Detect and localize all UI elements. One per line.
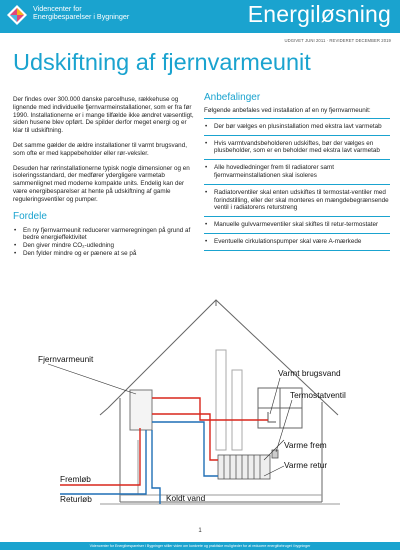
org-line-2: Energibesparelser i Bygninger bbox=[33, 12, 130, 22]
list-item: • Radiatorventiler skal enten udskiftes til termostat-ventiler med forindstilling, eller der skal monteres en mængdebegrænsende ventil i radiatorens returstreng bbox=[204, 185, 390, 217]
list-item: • Den fylder mindre og er pænere at se på bbox=[13, 250, 195, 258]
list-item: • Manuelle gulvvarmeventiler skal skiftes til retur-termostater bbox=[204, 217, 390, 234]
organization-name bbox=[33, 5, 129, 22]
header-bar bbox=[0, 0, 400, 33]
publication-dates: UDGIVET JUNI 2011 · REVIDERET DECEMBER 2019 bbox=[284, 38, 391, 43]
radiator-icon bbox=[218, 455, 270, 479]
logo-icon bbox=[6, 4, 28, 26]
list-item: • Den giver mindre CO₂-udledning bbox=[13, 242, 195, 250]
list-item: • En ny fjernvarmeunit reducerer varmeregningen på grund af bedre energieffektivitet bbox=[13, 227, 195, 243]
label-returloeb: Returløb bbox=[60, 494, 92, 504]
footer-bar: Videncenter for Energibesparelser i Bygninger stiller viden om konkrete og praktiske muligheder for at reducere energiforbruget i bygninger bbox=[0, 542, 400, 550]
paragraph-pipes: Desuden har rørinstallationerne typisk nogle dimensioner og en isoleringsstandard, der medfører ydergligere varmetab sammenlignet med moderne kompakte units. Endelig kan der være energibesparelser at hente på udskiftning af gamle reguleringsventiler og pumper. bbox=[13, 164, 190, 203]
label-varmt-brugsvand: Varmt brugsvand bbox=[278, 368, 341, 378]
label-koldt-vand: Koldt vand bbox=[166, 493, 206, 503]
org-line-1: Videncenter for bbox=[33, 4, 82, 13]
label-varme-frem: Varme frem bbox=[284, 440, 327, 450]
paragraph-hot-water: Det samme gælder de ældre installationer til varmt brugsvand, som ofte er med kappebeholder eller rør-veksler. bbox=[13, 141, 187, 157]
page-number: 1 bbox=[198, 528, 202, 534]
tap-icon bbox=[268, 412, 276, 422]
label-varme-retur: Varme retur bbox=[284, 460, 328, 470]
pipes bbox=[60, 398, 268, 504]
list-item: • Der bør vælges en plusinstallation med ekstra lavt varmetab bbox=[204, 119, 390, 136]
list-item: • Eventuelle cirkulationspumper skal være A-mærkede bbox=[204, 234, 390, 251]
fordele-list bbox=[13, 227, 195, 258]
label-fremloeb: Fremløb bbox=[60, 474, 91, 484]
label-fjernvarmeunit: Fjernvarmeunit bbox=[38, 354, 94, 364]
anbefalinger-intro: Følgende anbefales ved installation af en ny fjernvarmeunit: bbox=[204, 107, 371, 114]
right-column bbox=[204, 92, 390, 251]
label-termostatventil: Termostatventil bbox=[290, 390, 346, 400]
anbefalinger-heading: Anbefalinger bbox=[204, 92, 261, 103]
fordele-heading: Fordele bbox=[13, 210, 47, 222]
list-item: • Hvis varmtvandsbeholderen udskiftes, bør der vælges en plusbeholder, som er en beholder med ekstra lavt varmetab bbox=[204, 136, 390, 161]
list-item: • Alle hovedledninger frem til radiatorer samt fjernvarmeinstallationen skal isoleres bbox=[204, 160, 390, 185]
page-title: Udskiftning af fjernvarmeunit bbox=[13, 49, 311, 75]
district-heating-unit bbox=[130, 390, 152, 430]
house-illustration bbox=[0, 290, 400, 515]
left-column bbox=[13, 96, 195, 258]
anbefalinger-list bbox=[204, 118, 390, 251]
brand-title: Energiløsning bbox=[247, 1, 391, 27]
paragraph-intro: Der findes over 300.000 danske parcelhuse, rækkehuse og lignende med individuelle fjernvarmeinstallationer, som er fra før 1990. Installationerne er i mange tilfælde ikke ændret væsentligt, siden husene blev opført. De spilder derfor meget energi og er klar til udskiftning. bbox=[13, 96, 194, 135]
